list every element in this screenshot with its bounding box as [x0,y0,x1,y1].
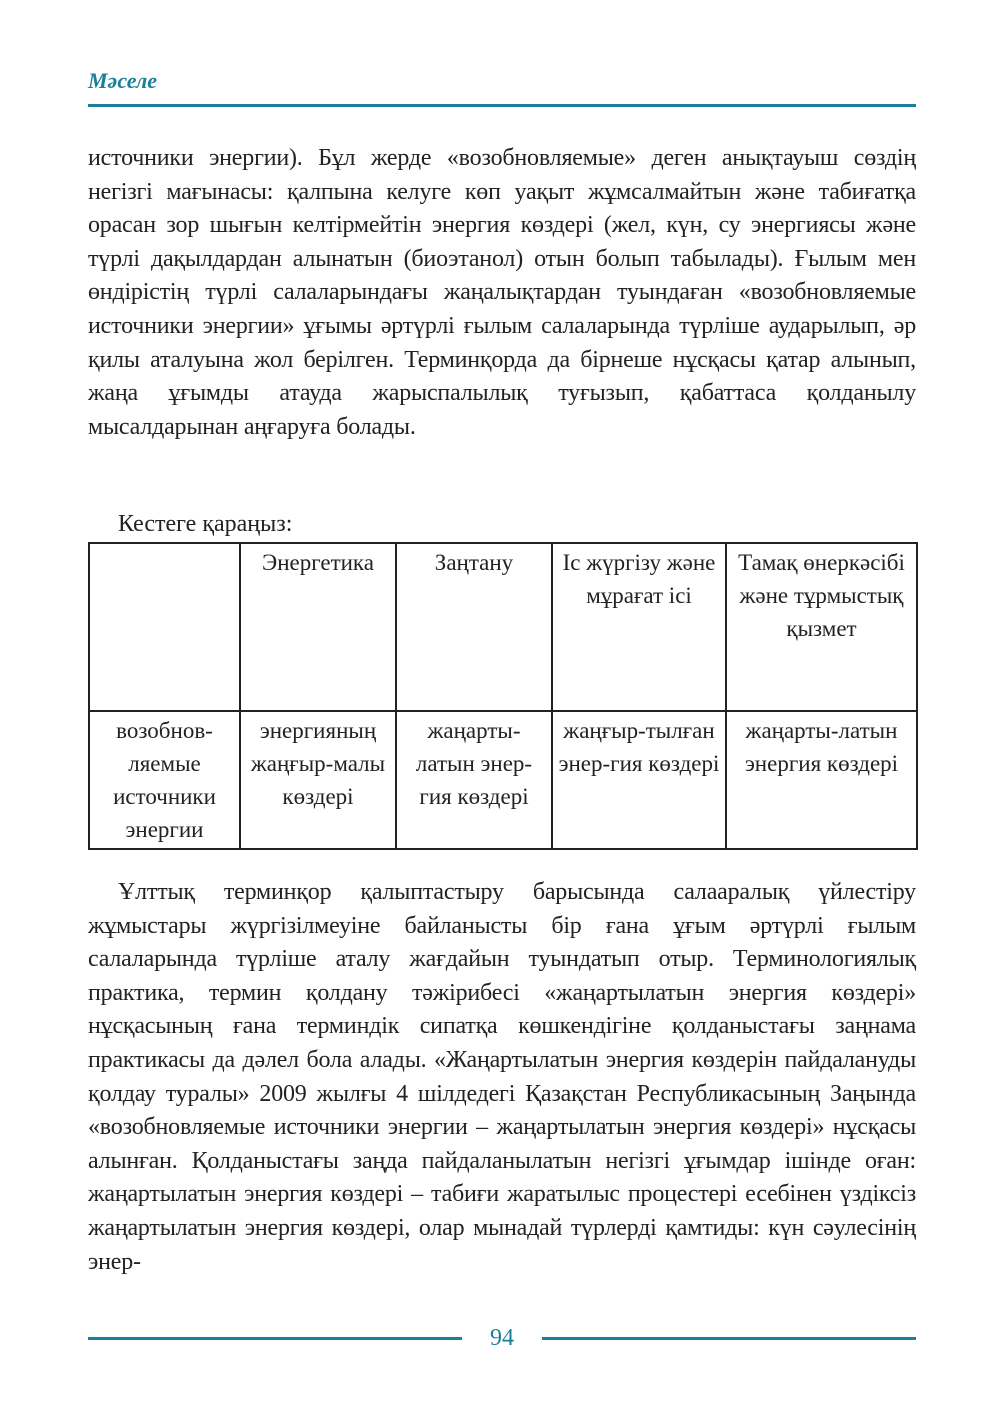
table-header-cell [89,543,240,711]
footer-divider-right [542,1337,916,1340]
paragraph-2: Ұлттық терминқор қалыптастыру барысында салааралық үйлестіру жұмыстары жүргізілмеуіне байланысты бір ғана ұғым әртүрлі ғылым салаларында түрліше аталу жағдайын туындатып отыр. Терминологиялық практика, термин қолдану тәжірибесі «жаңартылатын энергия көздері» нұсқасының ғана терминдік сипатқа көшкендігіне қолданыстағы заңнама практикасы да дәлел бола алады. «Жаңартылатын энергия көздерін пайдалануды қолдау туралы» 2009 жылғы 4 шілдедегі Қазақстан Республикасының Заңында «возобновляемые источники энергии – жаңартылатын энергия көздері» нұсқасы алынған. Қолданыстағы заңда пайдаланылатын негізгі ұғымдар ішінде оған: жаңартылатын энергия көздері – табиғи жаратылыс процестері есебінен үздіксіз жаңартылатын энергия көздері, олар мынадай түрлерді қамтиды: күн сәулесінің энер- [88,879,916,1275]
terms-table [88,542,918,850]
table-cell: жаңарты-латын энер-гия көздері [396,711,552,849]
table-header-cell: Тамақ өнеркәсібі және тұрмыстық қызмет [726,543,917,711]
table-cell: жаңарты-латын энергия көздері [726,711,917,849]
table-header-cell: Заңтану [396,543,552,711]
table-intro: Кестеге қараңыз: [118,511,293,537]
table-header-cell: Іс жүргізу және мұрағат ісі [552,543,726,711]
page-number: 94 [490,1325,514,1351]
table-header-cell: Энергетика [240,543,396,711]
running-header: Мәселе [88,68,158,93]
table-cell: возобнов-ляемые источники энергии [89,711,240,849]
paragraph-1: источники энергии). Бұл жерде «возобновляемые» деген анықтауыш сөздің негізгі мағынасы: қалпына келуге көп уақыт жұмсалмайтын және табиғатқа орасан зор шығын келтірмейтін энергия көздері (жел, күн, су энергиясы және түрлі дақылдардан алынатын (биоэтанол) отын болып табылады). Ғылым мен өндірістің түрлі салаларындағы жаңалықтардан туындаған «возобновляемые источники энергии» ұғымы әртүрлі ғылым салаларында түрліше аударылып, әр қилы аталуына жол берілген. Терминқорда да бірнеше нұсқасы қатар алынып, жаңа ұғымды атауда жарыспалылық туғызып, қабаттаса қолданылу мысалдарынан аңғаруға болады. [88,145,916,440]
table-header-row [89,543,917,711]
table-row [89,711,917,849]
header-divider [88,104,916,107]
table-cell: энергияның жаңғыр-малы көздері [240,711,396,849]
footer-divider-left [88,1337,462,1340]
table-cell: жаңғыр-тылған энер-гия көздері [552,711,726,849]
